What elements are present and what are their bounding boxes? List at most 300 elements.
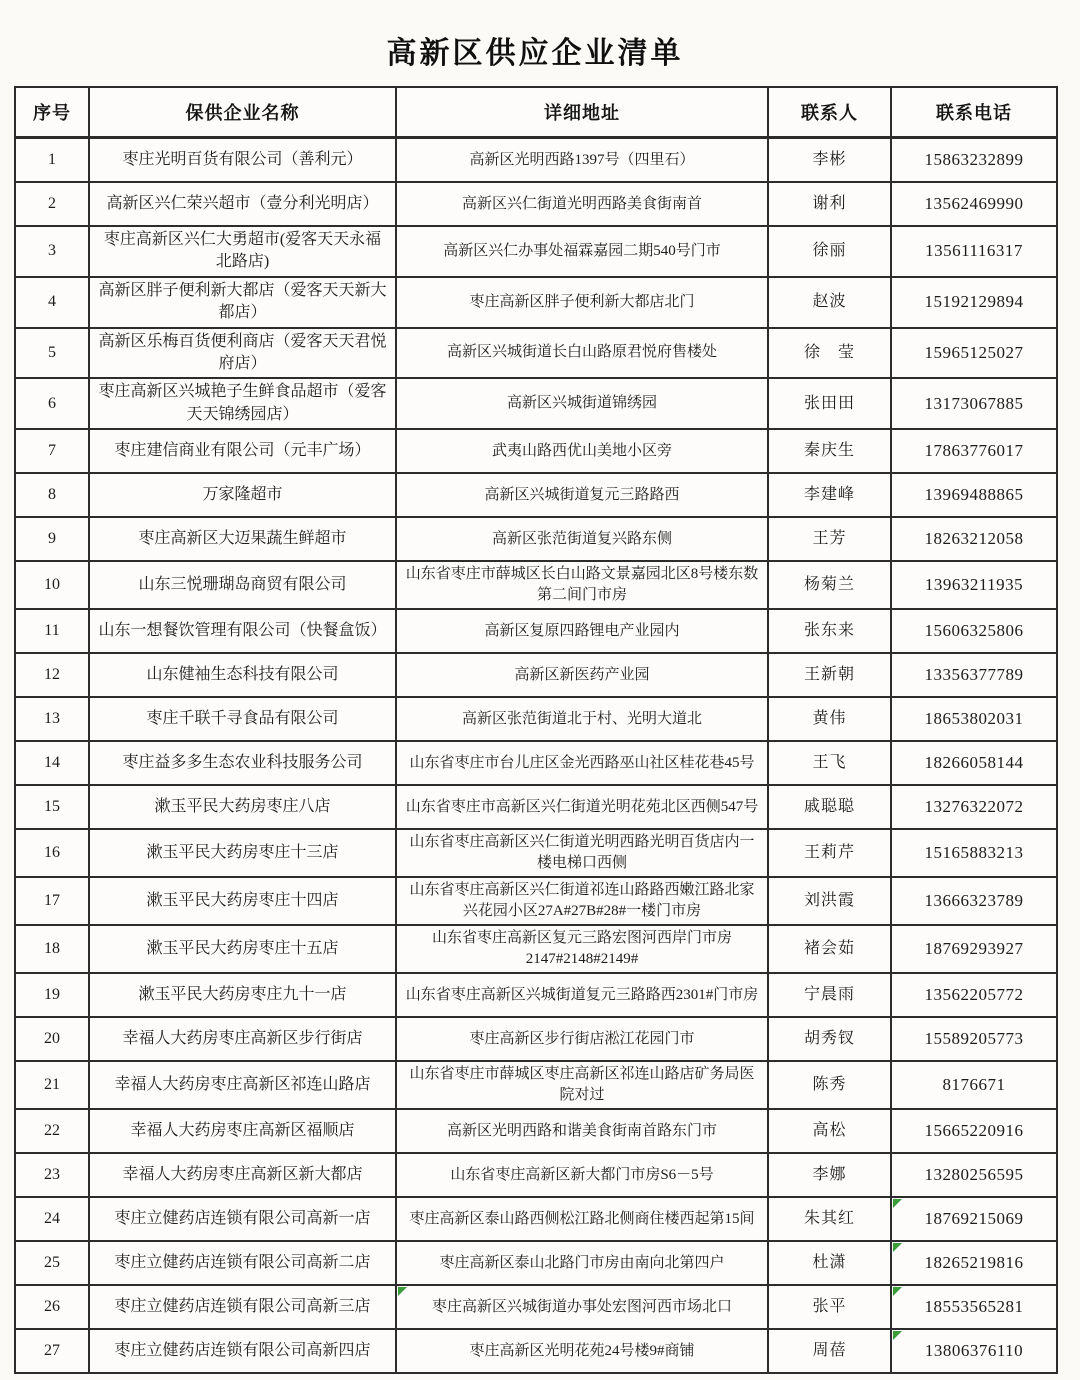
address-cell	[396, 697, 768, 741]
phone-number: 8176671	[942, 1075, 1006, 1095]
company-name: 山东一想餐饮管理有限公司（快餐盒饭）	[98, 621, 387, 639]
company-name: 枣庄立健药店连锁有限公司高新三店	[114, 1297, 371, 1315]
address-cell	[396, 328, 768, 379]
row-number: 18	[44, 939, 60, 957]
address-text: 山东省枣庄高新区兴仁街道祁连山路路西嫩江路北家兴花园小区27A#27B#28#一楼门市房	[409, 882, 755, 920]
row-number-cell	[15, 829, 89, 877]
contact-name-cell	[768, 741, 891, 785]
phone-number-cell	[891, 182, 1057, 226]
company-name-cell	[89, 561, 396, 609]
phone-number: 13276322072	[924, 797, 1024, 817]
address-text: 高新区张范街道北于村、光明大道北	[461, 710, 702, 727]
row-number: 10	[44, 575, 60, 593]
company-name: 枣庄益多多生态农业科技服务公司	[122, 753, 363, 771]
company-name-cell	[89, 226, 396, 277]
company-name-cell	[89, 429, 396, 473]
address-cell	[396, 877, 768, 925]
col-header-contact: 联系人	[768, 87, 891, 138]
company-name: 山东健袖生态科技有限公司	[146, 665, 339, 683]
phone-number-cell	[891, 378, 1057, 429]
contact-name: 李彬	[812, 150, 847, 168]
contact-name-cell	[768, 138, 891, 183]
contact-name-cell	[768, 1061, 891, 1109]
phone-number: 15192129894	[924, 292, 1024, 312]
table-row	[15, 1241, 1057, 1285]
row-number-cell	[15, 973, 89, 1017]
company-name-cell	[89, 973, 396, 1017]
company-name: 高新区胖子便利新大都店（爱客天天新大都店）	[98, 281, 387, 322]
phone-number-cell	[891, 1061, 1057, 1109]
contact-name-cell	[768, 1329, 891, 1373]
contact-name-cell	[768, 1017, 891, 1061]
contact-name-cell	[768, 925, 891, 973]
table-row	[15, 226, 1057, 277]
phone-number: 15589205773	[924, 1029, 1024, 1049]
company-name-cell	[89, 697, 396, 741]
col-header-company-name: 保供企业名称	[89, 87, 396, 138]
address-text: 高新区光明西路1397号（四里石）	[469, 151, 695, 168]
contact-name-cell	[768, 973, 891, 1017]
company-name: 枣庄千联千寻食品有限公司	[146, 709, 339, 727]
address-text: 高新区张范街道复兴路东侧	[491, 530, 672, 547]
row-number-cell	[15, 1197, 89, 1241]
company-name: 枣庄立健药店连锁有限公司高新一店	[114, 1209, 371, 1227]
contact-name-cell	[768, 473, 891, 517]
company-name-cell	[89, 1197, 396, 1241]
contact-name: 杜潇	[812, 1253, 847, 1271]
row-number: 16	[44, 843, 60, 861]
company-name: 幸福人大药房枣庄高新区新大都店	[122, 1165, 363, 1183]
contact-name: 周蓓	[812, 1341, 847, 1359]
row-number: 14	[44, 753, 60, 771]
phone-number-cell	[891, 1329, 1057, 1373]
address-text: 高新区兴城街道复元三路路西	[484, 486, 680, 503]
address-text: 山东省枣庄高新区兴城街道复元三路路西2301#门市房	[405, 986, 759, 1003]
phone-number: 18265219816	[924, 1253, 1024, 1273]
table-row	[15, 328, 1057, 379]
company-name-cell	[89, 1285, 396, 1329]
table-row	[15, 697, 1057, 741]
contact-name: 杨菊兰	[803, 575, 855, 593]
phone-number-cell	[891, 517, 1057, 561]
contact-name: 李建峰	[803, 485, 855, 503]
contact-name: 王新朝	[803, 665, 855, 683]
row-number: 6	[48, 394, 56, 412]
address-cell	[396, 1017, 768, 1061]
phone-number: 18263212058	[924, 529, 1024, 549]
address-cell	[396, 609, 768, 653]
table-row	[15, 138, 1057, 183]
address-text: 高新区复原四路锂电产业园内	[484, 622, 680, 639]
contact-name: 谢利	[812, 194, 847, 212]
row-number: 17	[44, 891, 60, 909]
table-row	[15, 1197, 1057, 1241]
phone-number-cell	[891, 429, 1057, 473]
company-name: 枣庄高新区大迈果蔬生鲜超市	[138, 529, 347, 547]
address-cell	[396, 1061, 768, 1109]
row-number-cell	[15, 785, 89, 829]
phone-number: 18266058144	[924, 753, 1024, 773]
row-number: 24	[44, 1209, 60, 1227]
row-number: 27	[44, 1341, 60, 1359]
address-cell	[396, 561, 768, 609]
page-title: 高新区供应企业清单	[386, 37, 684, 70]
contact-name-cell	[768, 561, 891, 609]
row-number-cell	[15, 697, 89, 741]
row-number-cell	[15, 138, 89, 183]
row-number: 22	[44, 1121, 60, 1139]
company-name-cell	[89, 741, 396, 785]
phone-number: 18769215069	[924, 1209, 1024, 1229]
address-text: 枣庄高新区泰山路西侧松江路北侧商住楼西起第15间	[409, 1210, 755, 1227]
contact-name-cell	[768, 1285, 891, 1329]
contact-name: 张平	[812, 1297, 847, 1315]
address-cell	[396, 226, 768, 277]
header-row	[15, 87, 1057, 138]
company-name: 枣庄高新区兴城艳子生鲜食品超市（爱客天天锦绣园店）	[98, 383, 387, 423]
phone-number-cell	[891, 1109, 1057, 1153]
address-text: 枣庄高新区泰山北路门市房由南向北第四户	[439, 1254, 725, 1271]
phone-number-cell	[891, 697, 1057, 741]
company-name-cell	[89, 1153, 396, 1197]
company-name: 漱玉平民大药房枣庄八店	[154, 797, 331, 815]
phone-number: 13806376110	[924, 1341, 1024, 1361]
contact-name-cell	[768, 1197, 891, 1241]
company-name: 枣庄建信商业有限公司（元丰广场）	[114, 441, 371, 459]
address-cell	[396, 741, 768, 785]
contact-name-cell	[768, 877, 891, 925]
company-name-cell	[89, 925, 396, 973]
row-number-cell	[15, 328, 89, 379]
row-number: 21	[44, 1075, 60, 1093]
phone-number-cell	[891, 1285, 1057, 1329]
contact-name: 王飞	[812, 753, 847, 771]
address-text: 高新区兴仁街道光明西路美食街南首	[461, 195, 702, 212]
phone-number: 17863776017	[924, 441, 1024, 461]
row-number-cell	[15, 1241, 89, 1285]
phone-number-cell	[891, 785, 1057, 829]
table-row	[15, 973, 1057, 1017]
company-name: 幸福人大药房枣庄高新区福顺店	[130, 1121, 355, 1139]
table-body	[15, 138, 1057, 1374]
row-number: 4	[48, 292, 56, 310]
table-row	[15, 473, 1057, 517]
row-number-cell	[15, 1061, 89, 1109]
row-number: 19	[44, 985, 60, 1003]
row-number-cell	[15, 1153, 89, 1197]
contact-name: 陈秀	[812, 1075, 847, 1093]
phone-number-cell	[891, 1241, 1057, 1285]
phone-number: 15665220916	[924, 1121, 1024, 1141]
phone-number-cell	[891, 277, 1057, 328]
green-corner-flag-icon	[893, 1287, 902, 1296]
green-corner-flag-icon	[398, 1287, 407, 1296]
row-number: 1	[48, 150, 56, 168]
phone-number-cell	[891, 1153, 1057, 1197]
table-row	[15, 1109, 1057, 1153]
address-text: 高新区光明西路和谐美食街南首路东门市	[446, 1122, 717, 1139]
col-header-phone: 联系电话	[891, 87, 1057, 138]
address-cell	[396, 277, 768, 328]
address-text: 山东省枣庄高新区新大都门市房S6－5号	[450, 1166, 714, 1183]
contact-name: 张田田	[803, 394, 855, 412]
company-name-cell	[89, 138, 396, 183]
row-number: 3	[48, 242, 56, 260]
table-row	[15, 182, 1057, 226]
phone-number: 13969488865	[924, 485, 1024, 505]
contact-name-cell	[768, 182, 891, 226]
company-name: 万家隆超市	[202, 485, 283, 503]
col-header-address: 详细地址	[396, 87, 768, 138]
company-name-cell	[89, 1017, 396, 1061]
contact-name-cell	[768, 829, 891, 877]
contact-name-cell	[768, 1109, 891, 1153]
company-name: 幸福人大药房枣庄高新区祁连山路店	[114, 1075, 371, 1093]
row-number: 13	[44, 709, 60, 727]
company-name-cell	[89, 609, 396, 653]
company-name-cell	[89, 877, 396, 925]
phone-number-cell	[891, 925, 1057, 973]
address-cell	[396, 829, 768, 877]
row-number: 11	[44, 621, 60, 639]
contact-name-cell	[768, 429, 891, 473]
address-text: 枣庄高新区兴城街道办事处宏图河西市场北口	[431, 1298, 732, 1315]
address-text: 枣庄高新区光明花苑24号楼9#商铺	[469, 1342, 695, 1359]
address-cell	[396, 1241, 768, 1285]
col-header-no: 序号	[15, 87, 89, 138]
table-row	[15, 517, 1057, 561]
company-name-cell	[89, 1329, 396, 1373]
company-name-cell	[89, 785, 396, 829]
contact-name: 王芳	[812, 529, 847, 547]
contact-name-cell	[768, 1153, 891, 1197]
table-row	[15, 1329, 1057, 1373]
address-cell	[396, 138, 768, 183]
row-number-cell	[15, 517, 89, 561]
company-name: 高新区乐梅百货便利商店（爱客天天君悦府店）	[98, 332, 387, 372]
table-header	[15, 87, 1057, 138]
company-name-cell	[89, 182, 396, 226]
phone-number: 15863232899	[924, 150, 1024, 170]
green-corner-flag-icon	[893, 1199, 902, 1208]
address-text: 山东省枣庄市高新区兴仁街道光明花苑北区西侧547号	[405, 798, 759, 815]
company-name: 枣庄立健药店连锁有限公司高新二店	[114, 1253, 371, 1271]
table-row	[15, 1285, 1057, 1329]
contact-name-cell	[768, 697, 891, 741]
phone-number-cell	[891, 973, 1057, 1017]
contact-name: 秦庆生	[803, 441, 855, 459]
contact-name: 赵波	[812, 292, 847, 310]
contact-name: 宁晨雨	[803, 985, 855, 1003]
company-name: 枣庄光明百货有限公司（善利元）	[122, 150, 363, 168]
contact-name: 刘洪霞	[803, 891, 855, 909]
phone-number: 15965125027	[924, 343, 1024, 363]
contact-name-cell	[768, 653, 891, 697]
phone-number-cell	[891, 609, 1057, 653]
row-number-cell	[15, 561, 89, 609]
phone-number: 18553565281	[924, 1297, 1024, 1317]
contact-name-cell	[768, 378, 891, 429]
phone-number-cell	[891, 741, 1057, 785]
row-number-cell	[15, 378, 89, 429]
green-corner-flag-icon	[893, 1331, 902, 1340]
phone-number-cell	[891, 473, 1057, 517]
phone-number-cell	[891, 1197, 1057, 1241]
phone-number: 13562205772	[924, 985, 1024, 1005]
row-number-cell	[15, 1109, 89, 1153]
address-cell	[396, 1197, 768, 1241]
company-name-cell	[89, 829, 396, 877]
row-number: 8	[48, 485, 56, 503]
row-number: 20	[44, 1029, 60, 1047]
contact-name: 张东来	[803, 621, 855, 639]
phone-number: 13562469990	[924, 194, 1024, 214]
contact-name-cell	[768, 1241, 891, 1285]
address-cell	[396, 473, 768, 517]
phone-number: 13963211935	[924, 575, 1024, 595]
table-row	[15, 653, 1057, 697]
table-row	[15, 561, 1057, 609]
contact-name: 高松	[812, 1121, 847, 1139]
row-number-cell	[15, 182, 89, 226]
table-row	[15, 1153, 1057, 1197]
company-name: 枣庄高新区兴仁大勇超市(爱客天天永福北路店)	[103, 231, 382, 271]
company-name-cell	[89, 1061, 396, 1109]
table-row	[15, 378, 1057, 429]
row-number-cell	[15, 609, 89, 653]
company-name: 漱玉平民大药房枣庄十五店	[146, 939, 339, 957]
row-number-cell	[15, 429, 89, 473]
company-name: 漱玉平民大药房枣庄十三店	[146, 843, 339, 861]
company-name-cell	[89, 517, 396, 561]
phone-number-cell	[891, 138, 1057, 183]
table-row	[15, 1061, 1057, 1109]
phone-number: 18653802031	[924, 709, 1024, 729]
address-text: 山东省枣庄市薛城区长白山路文景嘉园北区8号楼东数第二间门市房	[405, 566, 759, 604]
phone-number-cell	[891, 561, 1057, 609]
contact-name: 徐丽	[812, 242, 847, 260]
phone-number: 18769293927	[924, 939, 1024, 959]
phone-number: 13356377789	[924, 665, 1024, 685]
address-text: 枣庄高新区步行街店淞江花园门市	[469, 1030, 695, 1047]
company-name-cell	[89, 277, 396, 328]
contact-name-cell	[768, 226, 891, 277]
phone-number: 15165883213	[924, 843, 1024, 863]
company-name-cell	[89, 473, 396, 517]
phone-number-cell	[891, 226, 1057, 277]
phone-number-cell	[891, 653, 1057, 697]
row-number: 12	[44, 665, 60, 683]
company-name: 山东三悦珊瑚岛商贸有限公司	[138, 575, 347, 593]
row-number: 2	[48, 194, 56, 212]
row-number: 26	[44, 1297, 60, 1315]
address-text: 高新区兴城街道长白山路原君悦府售楼处	[446, 344, 717, 361]
phone-number: 13561116317	[925, 241, 1023, 261]
table-row	[15, 829, 1057, 877]
address-text: 山东省枣庄高新区复元三路宏图河西岸门市房2147#2148#2149#	[431, 930, 732, 968]
contact-name: 黄伟	[812, 709, 847, 727]
phone-number: 13280256595	[924, 1165, 1024, 1185]
row-number-cell	[15, 877, 89, 925]
row-number: 5	[48, 343, 56, 361]
company-name-cell	[89, 328, 396, 379]
table-row	[15, 925, 1057, 973]
contact-name: 褚会茹	[803, 939, 855, 957]
address-cell	[396, 429, 768, 473]
table-row	[15, 1017, 1057, 1061]
contact-name: 王莉芹	[803, 843, 855, 861]
phone-number-cell	[891, 829, 1057, 877]
phone-number: 15606325806	[924, 621, 1024, 641]
row-number-cell	[15, 277, 89, 328]
contact-name-cell	[768, 609, 891, 653]
address-cell	[396, 378, 768, 429]
address-cell	[396, 653, 768, 697]
company-name: 枣庄立健药店连锁有限公司高新四店	[114, 1341, 371, 1359]
table-row	[15, 877, 1057, 925]
address-text: 高新区新医药产业园	[514, 666, 650, 683]
row-number-cell	[15, 925, 89, 973]
supplier-table	[14, 86, 1058, 1374]
contact-name-cell	[768, 517, 891, 561]
company-name: 幸福人大药房枣庄高新区步行街店	[122, 1029, 363, 1047]
row-number: 7	[48, 441, 56, 459]
contact-name-cell	[768, 328, 891, 379]
phone-number-cell	[891, 877, 1057, 925]
company-name-cell	[89, 653, 396, 697]
address-text: 武夷山路西优山美地小区旁	[491, 442, 672, 459]
contact-name-cell	[768, 785, 891, 829]
address-cell	[396, 785, 768, 829]
contact-name-cell	[768, 277, 891, 328]
phone-number: 13173067885	[924, 393, 1024, 413]
address-text: 高新区兴城街道锦绣园	[506, 395, 657, 412]
company-name-cell	[89, 1109, 396, 1153]
row-number: 23	[44, 1165, 60, 1183]
address-text: 枣庄高新区胖子便利新大都店北门	[469, 293, 695, 310]
contact-name: 徐 莹	[803, 343, 855, 361]
row-number-cell	[15, 1017, 89, 1061]
company-name: 漱玉平民大药房枣庄十四店	[146, 891, 339, 909]
row-number: 25	[44, 1253, 60, 1271]
row-number: 9	[48, 529, 56, 547]
row-number-cell	[15, 226, 89, 277]
row-number-cell	[15, 473, 89, 517]
company-name: 高新区兴仁荣兴超市（壹分利光明店）	[106, 194, 379, 212]
address-text: 高新区兴仁办事处福霖嘉园二期540号门市	[443, 242, 721, 259]
row-number: 15	[44, 797, 60, 815]
table-row	[15, 609, 1057, 653]
address-cell	[396, 1329, 768, 1373]
address-cell	[396, 1285, 768, 1329]
address-cell	[396, 517, 768, 561]
company-name-cell	[89, 378, 396, 429]
table-row	[15, 741, 1057, 785]
phone-number-cell	[891, 328, 1057, 379]
green-corner-flag-icon	[893, 1243, 902, 1252]
row-number-cell	[15, 653, 89, 697]
contact-name: 李娜	[812, 1165, 847, 1183]
company-name: 漱玉平民大药房枣庄九十一店	[138, 985, 347, 1003]
address-text: 山东省枣庄市台儿庄区金光西路巫山社区桂花巷45号	[409, 754, 755, 771]
row-number-cell	[15, 741, 89, 785]
company-name-cell	[89, 1241, 396, 1285]
address-cell	[396, 925, 768, 973]
table-row	[15, 277, 1057, 328]
contact-name: 朱其红	[803, 1209, 855, 1227]
address-cell	[396, 1109, 768, 1153]
table-row	[15, 429, 1057, 473]
